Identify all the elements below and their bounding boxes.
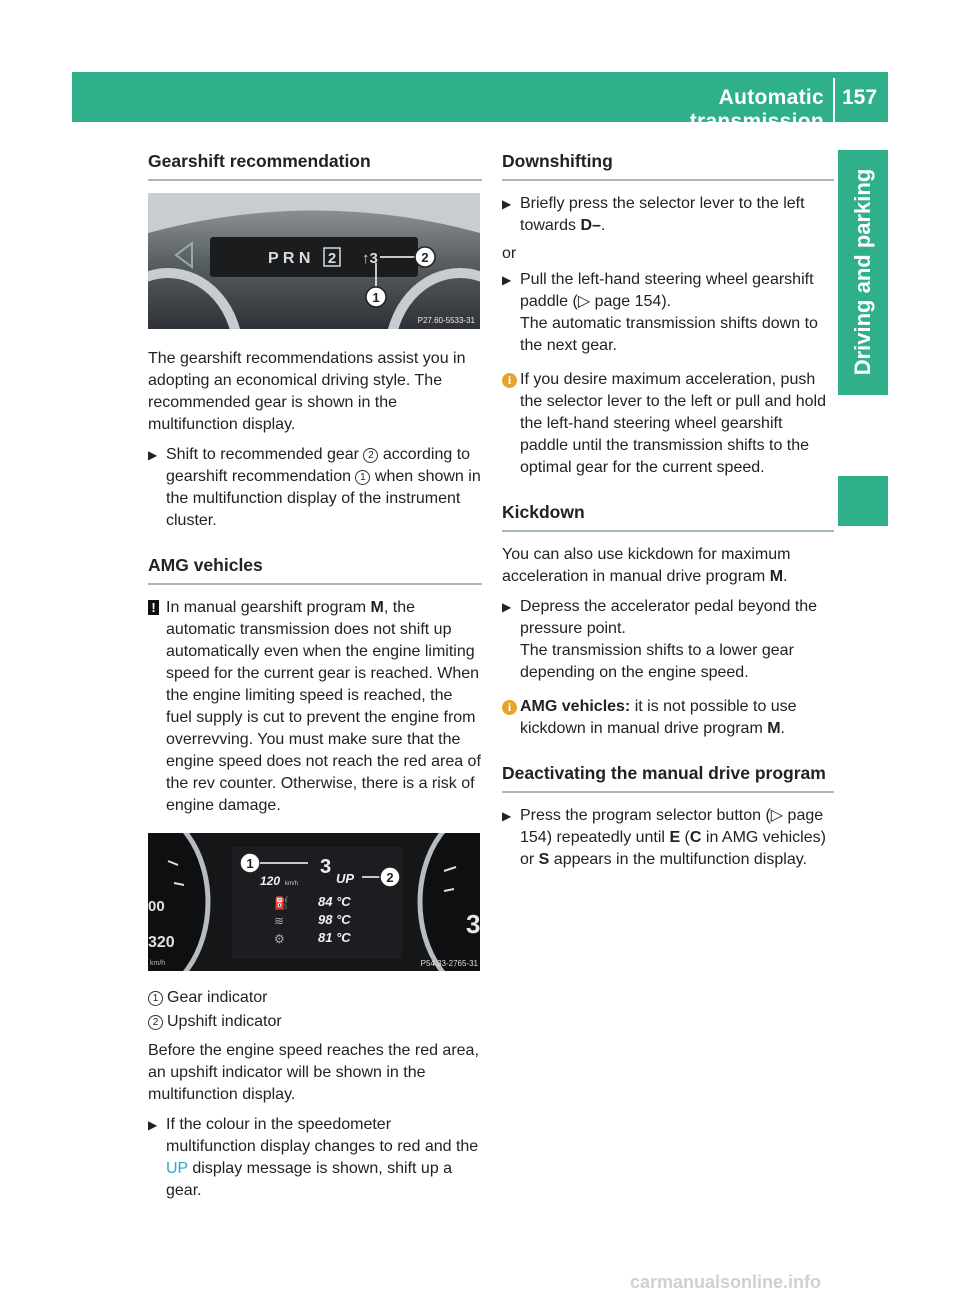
program-m-label: M bbox=[767, 720, 781, 737]
step-result: The automatic transmission shifts down to the next gear. bbox=[520, 315, 818, 354]
step-depress-pedal bbox=[502, 596, 834, 684]
chapter-marker bbox=[838, 476, 888, 526]
left-column bbox=[148, 150, 482, 1202]
step-text: Press the program selector button ( bbox=[520, 807, 771, 824]
step-pull-paddle bbox=[502, 269, 834, 357]
program-m-label: M bbox=[769, 568, 784, 585]
heading-deactivate-manual: Deactivating the manual drive program bbox=[502, 762, 834, 793]
figure-legend bbox=[148, 986, 482, 1034]
gauge-label-320: 320 bbox=[148, 934, 175, 951]
gauge-unit-label: km/h bbox=[150, 960, 166, 967]
or-text: or bbox=[502, 245, 517, 262]
upshift-indicator-text: UP bbox=[336, 871, 355, 886]
coolant-temp-value: 98 °C bbox=[318, 912, 351, 927]
step-text: If the colour in the speedometer multifunction display changes to red and the bbox=[166, 1116, 479, 1155]
step-arrow-icon: ▶ bbox=[148, 448, 158, 462]
step-arrow-icon: ▶ bbox=[502, 809, 512, 823]
step-text: Briefly press the selector lever to the left towards bbox=[520, 195, 805, 234]
gearshift-display-figure bbox=[148, 193, 480, 329]
program-s-label: S bbox=[538, 851, 550, 868]
step-press-program-button bbox=[502, 805, 834, 871]
upshift-description: Before the engine speed reaches the red area, an upshift indicator will be shown in the multifunction display. bbox=[148, 1042, 479, 1103]
info-icon: i bbox=[502, 700, 517, 715]
kickdown-description bbox=[502, 544, 834, 588]
speed-value: 120 bbox=[260, 874, 281, 888]
current-gear-text: 2 bbox=[327, 250, 337, 267]
gearshift-description: The gearshift recommendations assist you in adopting an economical driving style. The recommended gear is shown in the multifunction display. bbox=[148, 350, 466, 433]
step-shift-up bbox=[148, 1114, 482, 1202]
info-text: . bbox=[780, 720, 785, 737]
page-ref-link[interactable]: page 154). bbox=[590, 293, 672, 310]
step-text: according to gearshift recommendation bbox=[166, 446, 471, 485]
figure-code: P54.33-2765-31 bbox=[420, 959, 478, 968]
step-text: ( bbox=[680, 829, 690, 846]
program-c-label: C bbox=[689, 829, 702, 846]
page-ref-link[interactable]: page 154) repeatedly until bbox=[520, 807, 824, 846]
callout-2: 2 bbox=[421, 250, 429, 265]
gear-indicator-value: 3 bbox=[320, 856, 332, 878]
heading-amg-vehicles: AMG vehicles bbox=[148, 554, 482, 585]
transmission-temp-icon: ⚙ bbox=[274, 932, 285, 946]
page-section-title: Automatic transmission bbox=[689, 86, 824, 133]
warning-note bbox=[148, 597, 482, 817]
step-text: Shift to recommended gear bbox=[166, 446, 364, 463]
gauge-label-00: 00 bbox=[148, 898, 165, 915]
step-text: in AMG vehicles) or bbox=[520, 829, 826, 868]
speed-unit: km/h bbox=[285, 881, 299, 887]
step-text: display message is shown, shift up a gear. bbox=[166, 1160, 453, 1199]
legend-number: 1 bbox=[148, 991, 163, 1006]
page-number: 157 bbox=[842, 86, 878, 109]
legend-label: Gear indicator bbox=[167, 989, 268, 1006]
step-arrow-icon: ▶ bbox=[502, 273, 512, 287]
info-icon: i bbox=[502, 373, 517, 388]
position-d-minus: D– bbox=[580, 217, 601, 234]
coolant-temp-icon: ≋ bbox=[274, 914, 285, 928]
legend-number: 2 bbox=[148, 1015, 163, 1030]
transmission-temp-value: 81 °C bbox=[318, 930, 351, 945]
info-text: If you desire maximum acceleration, push the selector lever to the left or pull and hold the left-hand steering wheel gearshift paddle until the transmission shifts to the optimal gear for the current speed. bbox=[520, 371, 826, 476]
header-divider bbox=[833, 78, 835, 122]
chapter-tab-label: Driving and parking bbox=[850, 168, 875, 376]
page-ref-icon: ▷ bbox=[770, 807, 784, 824]
callout-2: 2 bbox=[386, 870, 394, 885]
warning-text: , the automatic transmission does not shift up automatically even when the engine limiting speed for the current gear is reached. When the engine limiting speed is reached, the fuel supply is cut to prevent the engine from overrevving. You must make sure that the engine speed does not reach the red area of the rev counter. Otherwise, there is a risk of engine damage. bbox=[166, 599, 481, 814]
step-arrow-icon: ▶ bbox=[502, 600, 512, 614]
right-column bbox=[502, 150, 834, 871]
heading-gearshift-recommendation: Gearshift recommendation bbox=[148, 150, 482, 181]
info-note bbox=[502, 369, 834, 479]
amg-display-figure bbox=[148, 833, 480, 971]
callout-1: 1 bbox=[372, 290, 380, 305]
figure-code: P27.60-5533-31 bbox=[417, 316, 475, 325]
step-text: Pull the left-hand steering wheel gearshift paddle ( bbox=[520, 271, 814, 310]
warning-icon: ! bbox=[148, 600, 159, 615]
info-bold-label: AMG vehicles: bbox=[520, 698, 631, 715]
info-text: it is not possible to use kickdown in manual drive program bbox=[520, 698, 797, 737]
program-m-label: M bbox=[370, 599, 384, 616]
warning-text: In manual gearshift program bbox=[166, 599, 371, 616]
legend-item bbox=[148, 1010, 482, 1034]
step-press-selector bbox=[502, 193, 834, 237]
legend-label: Upshift indicator bbox=[167, 1013, 282, 1030]
gauge-gear-big: 3 bbox=[466, 909, 480, 939]
body-text: . bbox=[783, 568, 788, 585]
step-text: appears in the multifunction display. bbox=[549, 851, 807, 868]
legend-item bbox=[148, 986, 482, 1010]
step-result: The transmission shifts to a lower gear depending on the engine speed. bbox=[520, 642, 794, 681]
callout-ref-2: 2 bbox=[363, 448, 378, 463]
recommended-gear-text: ↑3 bbox=[362, 250, 378, 267]
heading-downshifting: Downshifting bbox=[502, 150, 834, 181]
callout-ref-1: 1 bbox=[355, 470, 370, 485]
step-shift-to-gear bbox=[148, 444, 482, 532]
body-text: You can also use kickdown for maximum acceleration in manual drive program bbox=[502, 546, 791, 585]
callout-1: 1 bbox=[246, 856, 254, 871]
gear-sequence-text: P R N bbox=[268, 250, 311, 267]
heading-kickdown: Kickdown bbox=[502, 501, 834, 532]
footer-watermark: carmanualsonline.info bbox=[630, 1272, 822, 1292]
step-text: when shown in the multifunction display of the instrument cluster. bbox=[166, 468, 481, 529]
page-ref-icon: ▷ bbox=[577, 293, 591, 310]
step-arrow-icon: ▶ bbox=[148, 1118, 158, 1132]
program-e-label: E bbox=[669, 829, 681, 846]
step-text: . bbox=[600, 217, 606, 234]
step-arrow-icon: ▶ bbox=[502, 197, 512, 211]
info-note bbox=[502, 696, 834, 740]
oil-temp-icon: ⛽ bbox=[274, 896, 289, 910]
up-message: UP bbox=[166, 1160, 188, 1177]
step-text: Depress the accelerator pedal beyond the pressure point. bbox=[520, 598, 818, 637]
oil-temp-value: 84 °C bbox=[318, 894, 351, 909]
